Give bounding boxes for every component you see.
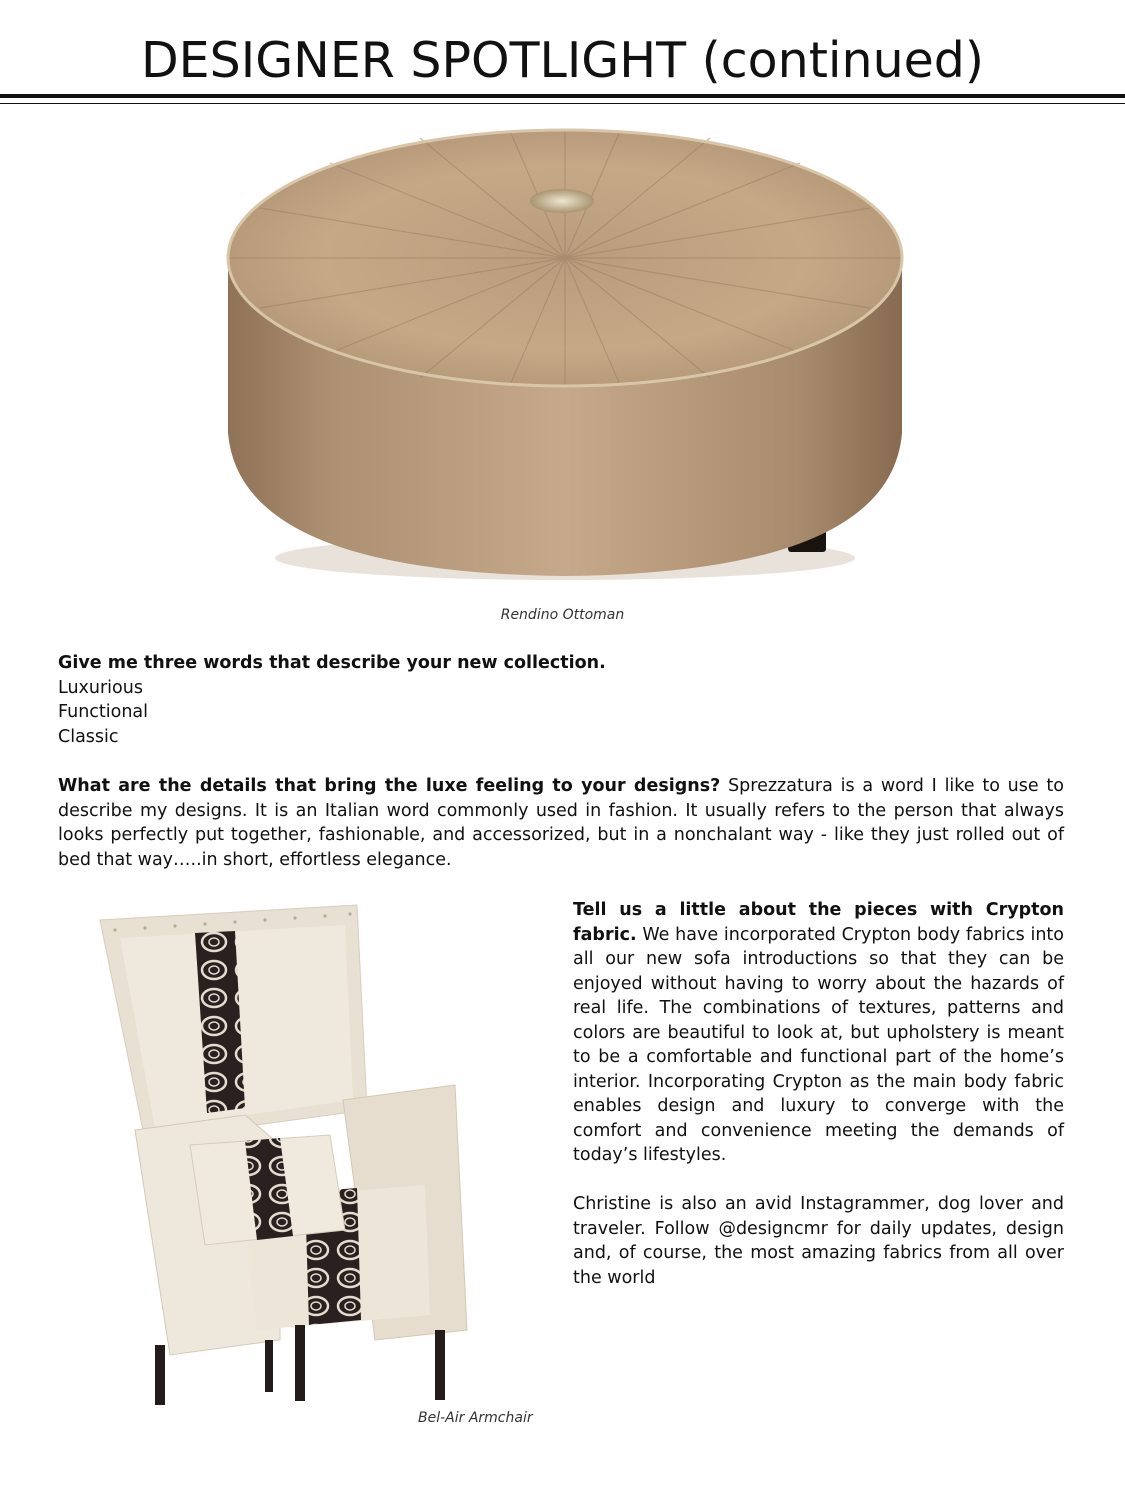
ottoman-caption: Rendino Ottoman [500, 607, 625, 623]
answer-luxe-details: Sprezzatura is a word I like to use to describe my designs. It is an Italian word commonly used in fashion. It usually refers to the person that always looks perfectly put together, fashionable, and accessorized, but in a nonchalant way - like they just rolled out of bed that way…..in short, effortless elegance. [58, 776, 1064, 870]
question-crypton: Tell us a little about the pieces with Crypton fabric. [573, 900, 1064, 945]
title-rule-thin [0, 103, 1125, 104]
answer-word: Classic [58, 726, 119, 747]
qa-section-luxe-details [58, 774, 1064, 872]
answer-word: Luxurious [58, 677, 143, 698]
title-rule-thick [0, 94, 1125, 98]
answer-crypton: We have incorporated Crypton body fabrics into all our new sofa introductions so that they can be enjoyed without having to worry about the hazards of real life. The combinations of textures, patterns and colors are beautiful to look at, but upholstery is meant to be a comfortable and functional part of the home’s interior. Incorporating Crypton as the main body fabric enables design and luxury to converge with the comfort and convenience meeting the demands of today’s lifestyles. [573, 924, 1064, 1165]
armchair-image [95, 900, 515, 1405]
answer-word: Functional [58, 702, 149, 722]
qa-section-crypton [573, 898, 1064, 1290]
paragraph-spacer [573, 1168, 1064, 1193]
question-luxe-details: What are the details that bring the luxe feeling to your designs? [58, 776, 721, 796]
closing-paragraph: Christine is also an avid Instagrammer, dog lover and traveler. Follow @designcmr for daily updates, design and, of course, the most amazing fabrics from all over the world [573, 1194, 1064, 1288]
question-three-words: Give me three words that describe your new collection. [58, 653, 606, 673]
qa-section-three-words [58, 651, 1068, 749]
page-title: DESIGNER SPOTLIGHT (continued) [140, 32, 985, 89]
ottoman-image [220, 118, 910, 593]
armchair-caption: Bel-Air Armchair [418, 1410, 533, 1426]
